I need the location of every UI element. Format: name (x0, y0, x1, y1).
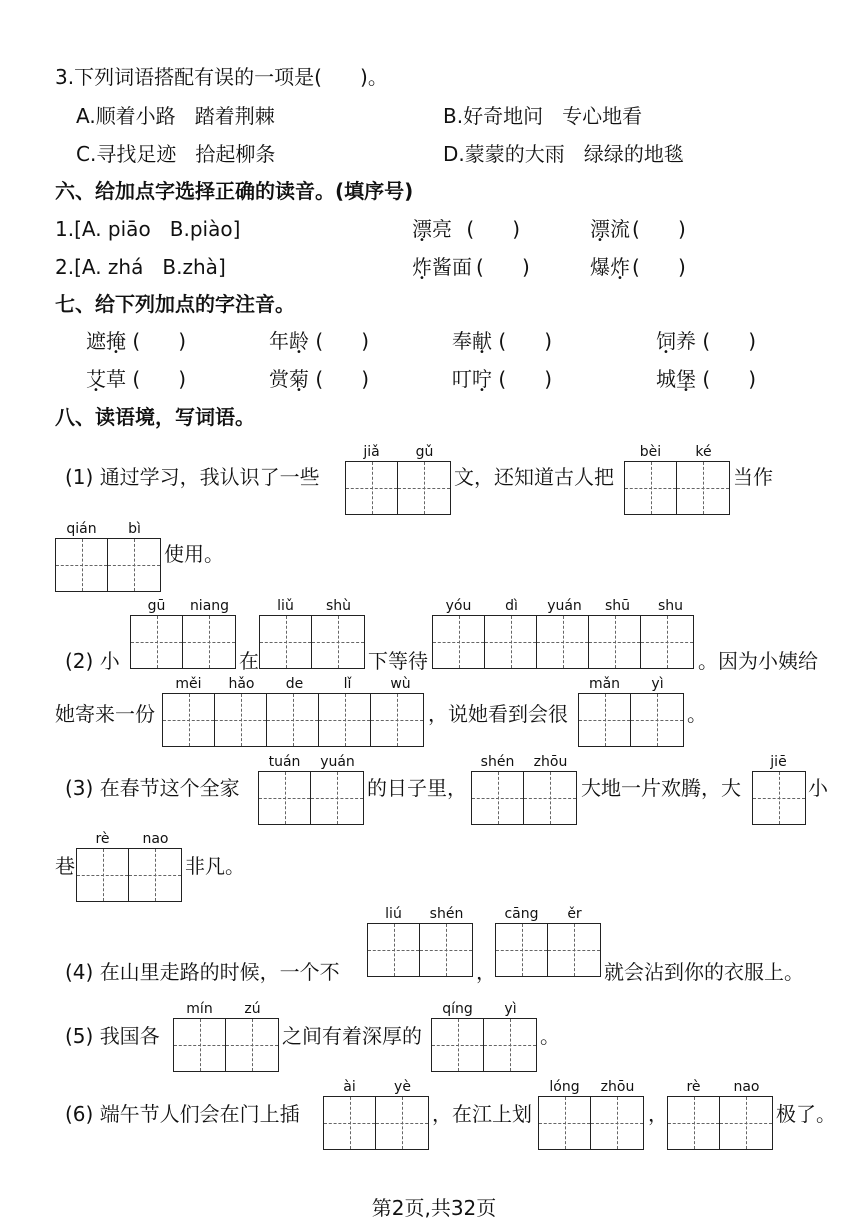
answer-grid[interactable] (55, 538, 161, 592)
pinyin: de (285, 676, 304, 692)
pinyin: gū (147, 598, 166, 614)
pinyin: mín (186, 1001, 213, 1017)
s6-row2-word1: 炸酱面 (412, 255, 472, 279)
p4-text1: (4) 在山里走路的时候，一个不 (65, 960, 340, 984)
section-6-title: 六、给加点字选择正确的读音。(填序号) (55, 179, 414, 203)
pinyin: dì (505, 598, 518, 614)
s6-row1-options: 1.[A. piāo B.piào] (55, 217, 241, 241)
answer-grid[interactable] (173, 1018, 279, 1072)
answer-grid[interactable] (624, 461, 730, 515)
s7-item-6: 赏菊 ( ) (269, 367, 370, 391)
pinyin: ài (343, 1079, 356, 1095)
q3-option-c: C.寻找足迹 拾起柳条 (76, 142, 276, 166)
q3-option-d: D.蒙蒙的大雨 绿绿的地毯 (443, 142, 684, 166)
pinyin: nao (733, 1079, 760, 1095)
pinyin: shén (480, 754, 515, 770)
pinyin: tuán (268, 754, 301, 770)
answer-grid[interactable] (367, 923, 473, 977)
pinyin: rè (686, 1079, 701, 1095)
q3-stem: 3.下列词语搭配有误的一项是( )。 (55, 65, 388, 89)
s6-row1-word2: 漂流 (590, 217, 630, 241)
pinyin: liú (385, 906, 402, 922)
q3-option-a: A.顺着小路 踏着荆棘 (76, 104, 275, 128)
p3-text1: (3) 在春节这个全家 (65, 776, 240, 800)
s7-item-8: 城堡 ( ) (656, 367, 757, 391)
s7-item-2: 年龄 ( ) (269, 329, 370, 353)
pinyin: ké (695, 444, 712, 460)
p6-text1: (6) 端午节人们会在门上插 (65, 1102, 300, 1126)
s7-item-5: 艾草 ( ) (86, 367, 187, 391)
pinyin: jiē (770, 754, 787, 770)
answer-grid[interactable] (578, 693, 684, 747)
section-8-title: 八、读语境，写词语。 (55, 405, 255, 429)
pinyin: cāng (504, 906, 539, 922)
p1-text1: (1) 通过学习，我认识了一些 (65, 465, 320, 489)
p3-text5: 巷 (55, 854, 75, 878)
s6-row1-blank1[interactable]: ( ) (460, 217, 521, 241)
answer-grid[interactable] (432, 615, 694, 669)
s7-item-7: 叮咛 ( ) (452, 367, 553, 391)
p2-text3: 下等待 (368, 649, 428, 673)
pinyin: měi (175, 676, 202, 692)
pinyin: yóu (445, 598, 472, 614)
pinyin: jiǎ (363, 444, 380, 460)
answer-grid[interactable] (259, 615, 365, 669)
p1-text2: 文，还知道古人把 (454, 465, 614, 489)
answer-grid[interactable] (323, 1096, 429, 1150)
p4-text3: 就会沾到你的衣服上。 (604, 960, 804, 984)
s6-row1-blank2[interactable]: ( ) (632, 217, 686, 241)
pinyin: yì (651, 676, 664, 692)
pinyin: zú (244, 1001, 261, 1017)
s6-row2-blank1[interactable]: ( ) (476, 255, 530, 279)
pinyin: zhōu (533, 754, 568, 770)
pinyin: yuán (320, 754, 355, 770)
answer-grid[interactable] (130, 615, 236, 669)
pinyin: hǎo (228, 676, 255, 692)
pinyin: nao (142, 831, 169, 847)
p4-text2: ， (476, 960, 496, 984)
p6-text3: ， (648, 1102, 668, 1126)
p2-text5: 她寄来一份 (55, 702, 155, 726)
p5-text1: (5) 我国各 (65, 1024, 160, 1048)
answer-grid[interactable] (345, 461, 451, 515)
p2-text4: 。因为小姨给 (698, 649, 818, 673)
s6-row2-options: 2.[A. zhá B.zhà] (55, 255, 226, 279)
pinyin: wù (390, 676, 411, 692)
answer-grid[interactable] (471, 771, 577, 825)
answer-grid[interactable] (495, 923, 601, 977)
pinyin: qián (66, 521, 97, 537)
s7-item-4: 饲养 ( ) (656, 329, 757, 353)
pinyin: mǎn (588, 676, 621, 692)
pinyin: lóng (549, 1079, 580, 1095)
pinyin: yì (504, 1001, 517, 1017)
pinyin: bèi (639, 444, 662, 460)
q3-option-b: B.好奇地问 专心地看 (443, 104, 643, 128)
p3-text4: 小 (808, 776, 828, 800)
pinyin: zhōu (600, 1079, 635, 1095)
answer-grid[interactable] (667, 1096, 773, 1150)
answer-grid[interactable] (752, 771, 806, 825)
s6-row2-word2: 爆炸 (590, 255, 630, 279)
answer-grid[interactable] (76, 848, 182, 902)
pinyin: ěr (567, 906, 582, 922)
p1-text4: 使用。 (164, 542, 224, 566)
s6-row1-word1: 漂亮 (412, 217, 452, 241)
pinyin: shu (657, 598, 684, 614)
answer-grid[interactable] (258, 771, 364, 825)
pinyin: shén (429, 906, 464, 922)
pinyin: shū (604, 598, 631, 614)
pinyin: rè (95, 831, 110, 847)
p6-text2: ，在江上划 (432, 1102, 532, 1126)
p6-text4: 极了。 (776, 1102, 836, 1126)
s6-row2-blank2[interactable]: ( ) (632, 255, 686, 279)
answer-grid[interactable] (162, 693, 424, 747)
answer-grid[interactable] (431, 1018, 537, 1072)
pinyin: gǔ (415, 444, 434, 460)
p2-text7: 。 (687, 702, 707, 726)
p5-text2: 之间有着深厚的 (282, 1024, 422, 1048)
p2-text2: 在 (239, 649, 259, 673)
section-7-title: 七、给下列加点的字注音。 (55, 292, 295, 316)
s7-item-3: 奉献 ( ) (452, 329, 553, 353)
pinyin: bì (128, 521, 141, 537)
pinyin: shù (325, 598, 352, 614)
s7-item-1: 遮掩 ( ) (86, 329, 187, 353)
p5-text3: 。 (540, 1024, 560, 1048)
p2-text6: ，说她看到会很 (428, 702, 568, 726)
page-footer: 第2页,共32页 (371, 1196, 497, 1220)
pinyin: yuán (547, 598, 582, 614)
pinyin: niang (189, 598, 230, 614)
p3-text3: 大地一片欢腾，大 (581, 776, 741, 800)
pinyin: yè (394, 1079, 411, 1095)
pinyin: qíng (442, 1001, 473, 1017)
p3-text6: 非凡。 (185, 854, 245, 878)
p1-text3: 当作 (733, 465, 773, 489)
p2-text1: (2) 小 (65, 649, 120, 673)
pinyin: liǔ (277, 598, 294, 614)
pinyin: lǐ (343, 676, 352, 692)
answer-grid[interactable] (538, 1096, 644, 1150)
p3-text2: 的日子里， (367, 776, 467, 800)
